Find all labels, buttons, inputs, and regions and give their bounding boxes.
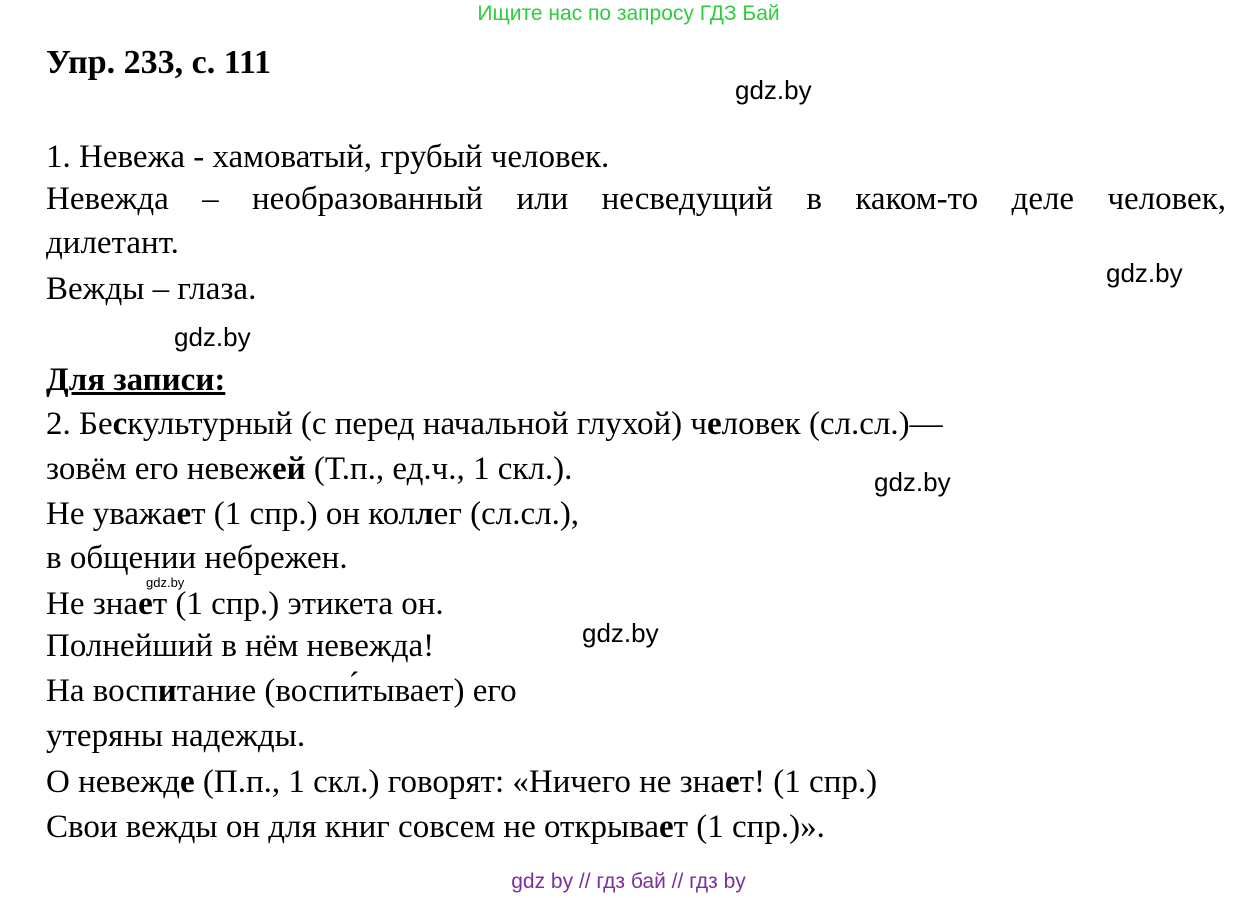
section-heading: Для записи: — [46, 362, 226, 398]
part2-line5: Не знает (1 спр.) этикета он. — [46, 586, 444, 622]
footer-links: gdz by // гдз бай // гдз by — [511, 870, 746, 893]
part2-line7: На воспитание (воспи́тывает) его — [46, 673, 517, 709]
watermark-3: gdz.by — [174, 322, 251, 352]
part2-line10: Свои вежды он для книг совсем не открывает (1 спр.)». — [46, 809, 825, 845]
watermark-small: gdz.by — [146, 575, 185, 590]
watermark-2: gdz.by — [1106, 258, 1183, 288]
part1-line3: дилетант. — [46, 225, 179, 261]
part2-line9: О невежде (П.п., 1 скл.) говорят: «Ничего не знает! (1 спр.) — [46, 764, 878, 800]
top-banner: Ищите нас по запросу ГДЗ Бай — [477, 2, 780, 25]
watermark-4: gdz.by — [874, 467, 951, 497]
watermark-1: gdz.by — [735, 75, 812, 105]
part2-line8: утеряны надежды. — [46, 718, 306, 754]
part2-line6: Полнейший в нём невежда! — [46, 628, 435, 664]
part1-line2: Невежда – необразованный или несведущий в каком-то деле человек, — [46, 181, 1226, 217]
part2-line1: 2. Бескультурный (с перед начальной глухой) человек (сл.сл.)— — [46, 406, 943, 442]
part1-line1: 1. Невежа - хамоватый, грубый человек. — [46, 139, 610, 175]
part1-line4: Вежды – глаза. — [46, 271, 257, 307]
part2-line2: зовём его невежей (Т.п., ед.ч., 1 скл.). — [46, 451, 573, 487]
part2-line3: Не уважает (1 спр.) он коллег (сл.сл.), — [46, 496, 580, 532]
part2-line4: в общении небрежен. — [46, 540, 348, 576]
watermark-5: gdz.by — [582, 618, 659, 648]
exercise-title: Упр. 233, с. 111 — [46, 44, 272, 81]
